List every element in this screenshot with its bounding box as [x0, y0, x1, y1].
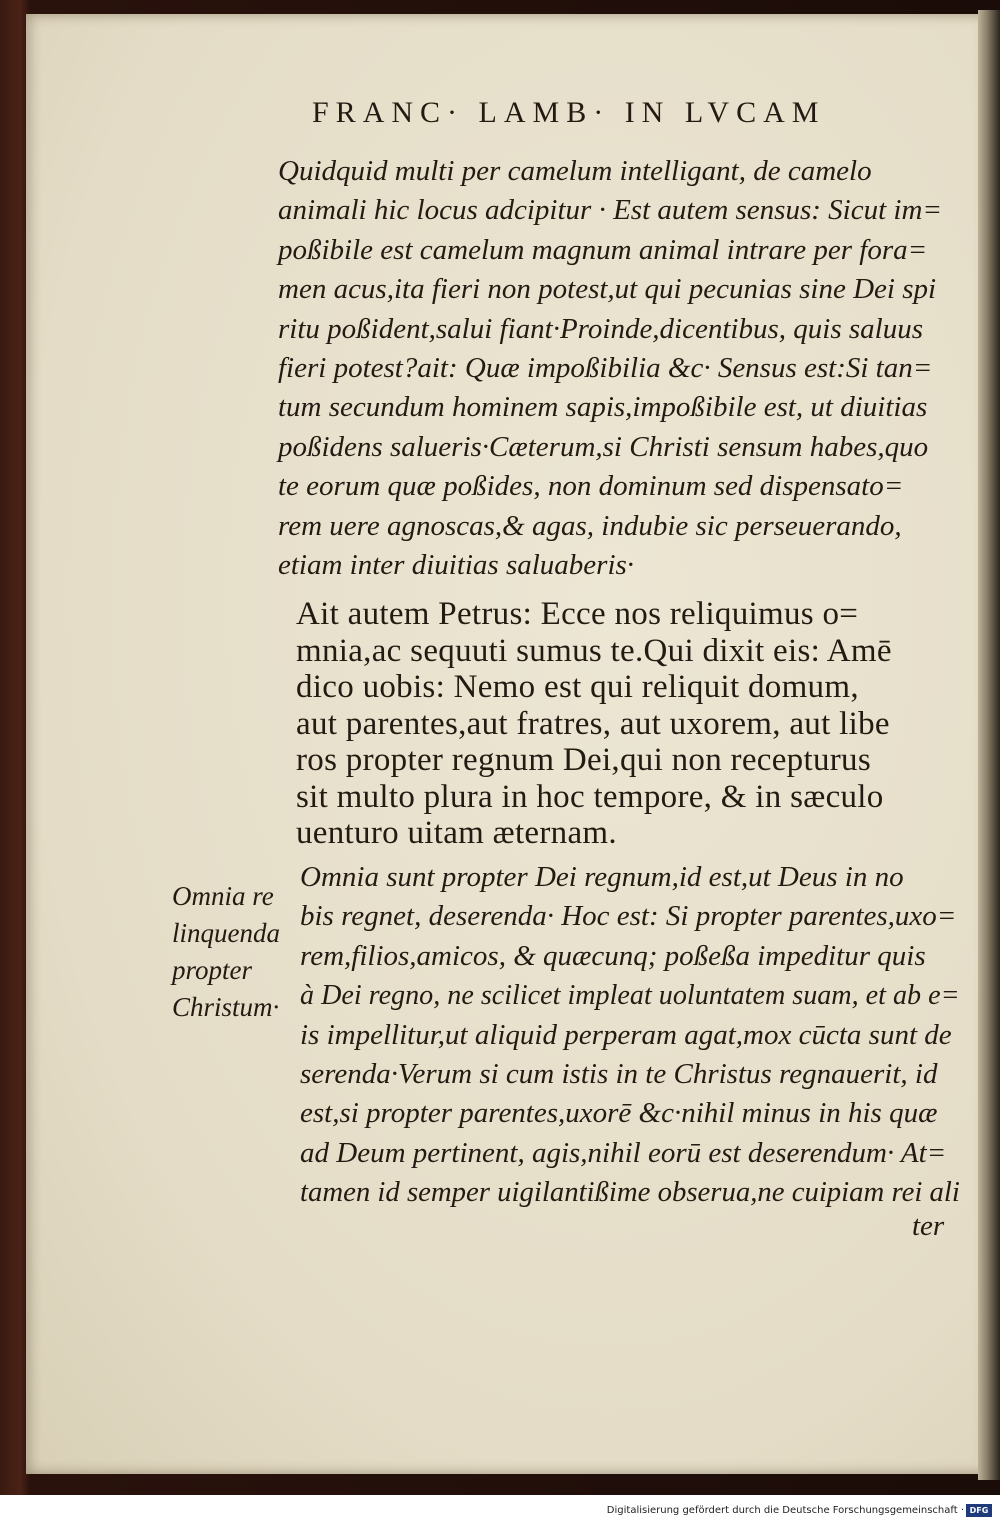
text-line: à Dei regno, ne scilicet impleat uoluntatem suam, et ab e=	[300, 979, 960, 1012]
text-line: est,si propter parentes,uxorē &c·nihil minus in his quæ	[300, 1097, 938, 1130]
text-line: bis regnet, deserenda· Hoc est: Si propter parentes,uxo=	[300, 900, 957, 933]
text-line: tum secundum hominem sapis,impoßibile est, ut diuitias	[278, 391, 928, 424]
page-edge	[978, 10, 1000, 1480]
text-line: ros propter regnum Dei,qui non recepturus	[296, 742, 871, 778]
commentary-block-1	[278, 152, 958, 585]
text-line: ad Deum pertinent, agis,nihil eorū est deserendum· At=	[300, 1136, 947, 1169]
text-line: uenturo uitam æternam.	[296, 815, 617, 851]
text-line: fieri potest?ait: Quæ impoßibilia &c· Sensus est:Si tan=	[278, 352, 933, 385]
text-line: poßidens salueris·Cæterum,si Christi sensum habes,quo	[278, 430, 929, 463]
text-line: Omnia sunt propter Dei regnum,id est,ut Deus in no	[300, 861, 904, 893]
margin-line: propter	[172, 955, 252, 985]
text-line: Quidquid multi per camelum intelligant, de camelo	[278, 155, 872, 187]
funding-credit: Digitalisierung gefördert durch die Deutsche Forschungsgemeinschaft ·	[606, 1505, 964, 1516]
text-line: men acus,ita fieri non potest,ut qui pecunias sine Dei spi	[278, 273, 937, 306]
dfg-logo: DFG	[966, 1504, 992, 1517]
text-line: ritu poßident,salui fiant·Proinde,dicentibus, quis saluus	[278, 312, 923, 345]
commentary-block-2	[300, 858, 960, 1213]
text-line: rem,filios,amicos, & quæcunq; poßeßa impeditur quis	[300, 939, 926, 972]
text-line: tamen id semper uigilantißime obserua,ne cuipiam rei ali	[300, 1176, 960, 1209]
margin-note	[172, 878, 302, 1026]
margin-line: linquenda	[172, 918, 280, 948]
text-line: animali hic locus adcipitur · Est autem sensus: Sicut im=	[278, 194, 942, 227]
text-line: dico uobis: Nemo est qui reliquit domum,	[296, 669, 859, 705]
scripture-block	[296, 596, 956, 852]
text-line: aut parentes,aut fratres, aut uxorem, aut libe	[296, 705, 890, 742]
text-line: sit multo plura in hoc tempore, & in sæculo	[296, 778, 884, 815]
text-line: poßibile est camelum magnum animal intrare per fora=	[278, 233, 928, 266]
text-line: mnia,ac sequuti sumus te.Qui dixit eis: Amē	[296, 632, 892, 669]
text-line: is impellitur,ut aliquid perperam agat,mox cūcta sunt de	[300, 1018, 952, 1051]
text-line: etiam inter diuitias saluaberis·	[278, 549, 635, 582]
margin-line: Omnia re	[172, 881, 274, 911]
catchword: ter	[912, 1210, 945, 1242]
text-line: te eorum quæ poßides, non dominum sed dispensato=	[278, 470, 904, 503]
text-line: Ait autem Petrus: Ecce nos reliquimus o=	[296, 596, 859, 632]
running-title: FRANC· LAMB· IN LVCAM	[312, 96, 826, 129]
margin-line: Christum·	[172, 992, 280, 1022]
text-line: rem uere agnoscas,& agas, indubie sic perseuerando,	[278, 509, 902, 542]
text-line: serenda·Verum si cum istis in te Christus regnauerit, id	[300, 1058, 938, 1091]
